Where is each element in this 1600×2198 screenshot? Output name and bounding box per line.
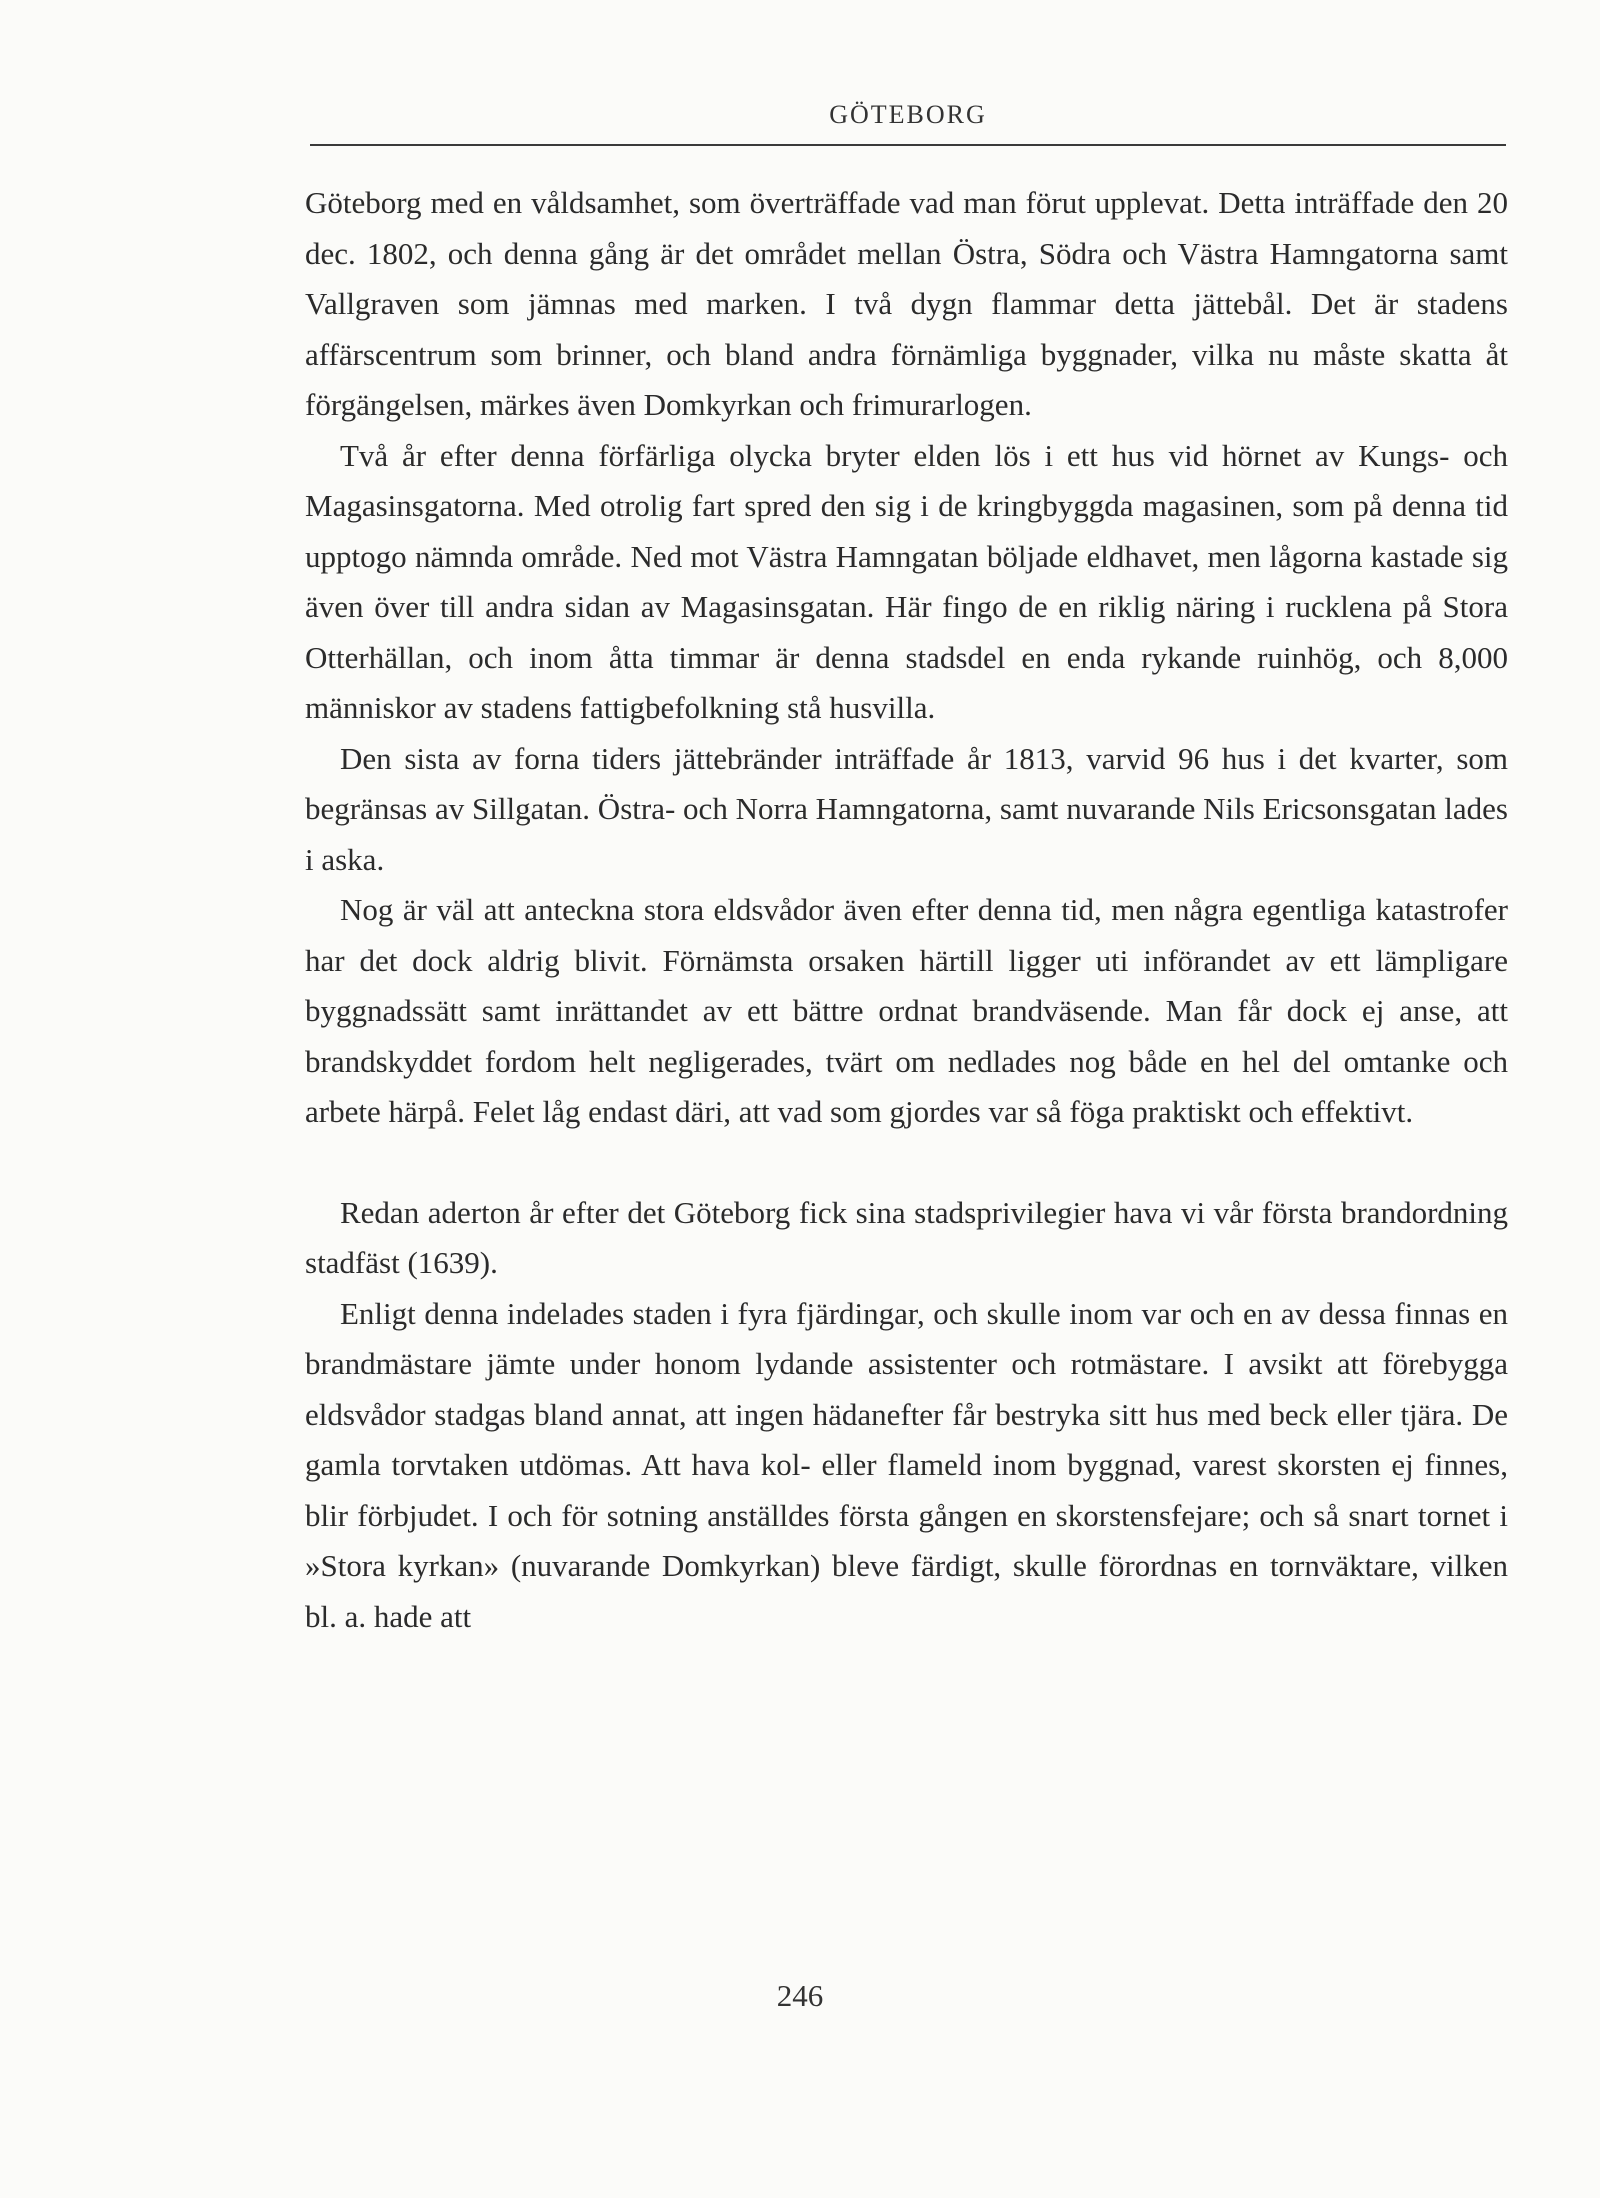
paragraph: Redan aderton år efter det Göteborg fick sina stadsprivilegier hava vi vår första brandordning stadfäst (1639).	[305, 1194, 1508, 1280]
paragraph: Två år efter denna förfärliga olycka bryter elden lös i ett hus vid hörnet av Kungs- och Magasinsgatorna. Med otrolig fart spred den sig i de kringbyggda magasinen, som på denna tid upptogo nämnda område. Ned mot Västra Hamngatan böljade eldhavet, men lågorna kastade sig även över till andra sidan av Magasinsgatan. Här fingo de en riklig näring i rucklena på Stora Otterhällan, och inom åtta timmar är denna stadsdel en enda rykande ruinhög, och 8,000 människor av stadens fattigbefolkning stå husvilla.	[305, 437, 1508, 725]
page-number: 246	[776, 1978, 824, 2013]
running-title: GÖTEBORG	[829, 100, 987, 129]
header-rule	[310, 144, 1506, 146]
paragraph: Enligt denna indelades staden i fyra fjärdingar, och skulle inom var och en av dessa finnas en brandmästare jämte under honom lydande assistenter och rotmästare. I avsikt att förebygga eldsvådor stadgas bland annat, att ingen hädanefter får bestryka sitt hus med beck eller tjära. De gamla torvtaken utdömas. Att hava kol- eller flameld inom byggnad, varest skorsten ej finnes, blir förbjudet. I och för sotning anställdes första gången en skorstensfejare; och så snart tornet i »Stora kyrkan» (nuvarande Domkyrkan) bleve färdigt, skulle förordnas en tornväktare, vilken bl. a. hade att	[305, 1295, 1508, 1634]
paragraph: Göteborg med en våldsamhet, som överträffade vad man förut upplevat. Detta inträffade den 20 dec. 1802, och denna gång är det området mellan Östra, Södra och Västra Hamngatorna samt Vallgraven som jämnas med marken. I två dygn flammar detta jättebål. Det är stadens affärscentrum som brinner, och bland andra förnämliga byggnader, vilka nu måste skatta åt förgängelsen, märkes även Domkyrkan och frimurarlogen.	[305, 185, 1508, 422]
paragraph: Den sista av forna tiders jättebränder inträffade år 1813, varvid 96 hus i det kvarter, som begränsas av Sillgatan. Östra- och Norra Hamngatorna, samt nuvarande Nils Ericsonsgatan lades i aska.	[305, 740, 1508, 877]
paragraph: Nog är väl att anteckna stora eldsvådor även efter denna tid, men några egentliga katastrofer har det dock aldrig blivit. Förnämsta orsaken härtill ligger uti införandet av ett lämpligare byggnadssätt samt inrättandet av ett bättre ordnat brandväsende. Man får dock ej anse, att brandskyddet fordom helt negligerades, tvärt om nedlades nog både en hel del omtanke och arbete härpå. Felet låg endast däri, att vad som gjordes var så föga praktiskt och effektivt.	[305, 892, 1508, 1129]
body-text	[305, 178, 1508, 1642]
